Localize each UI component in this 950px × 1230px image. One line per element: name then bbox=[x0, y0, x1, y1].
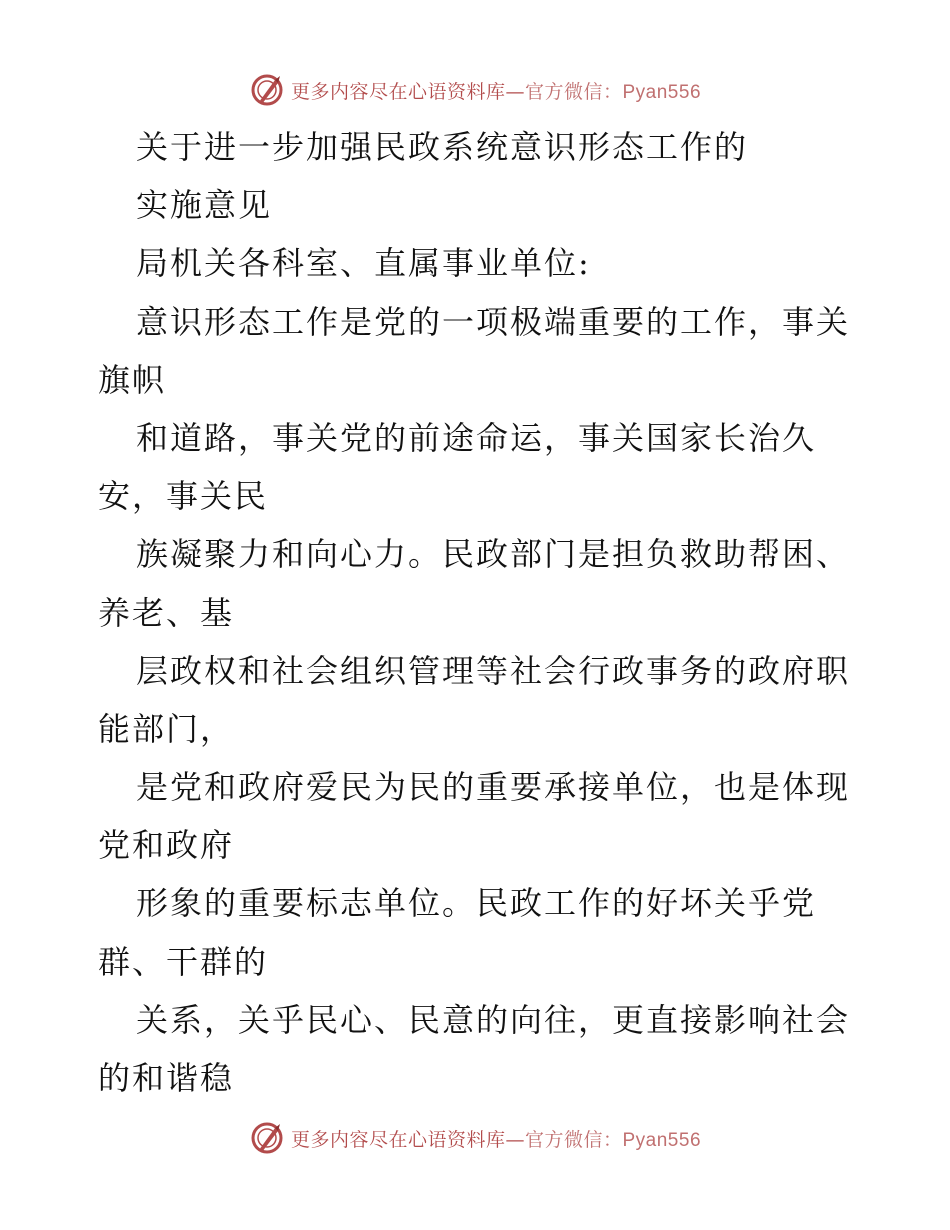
paragraph-line: 旗帜 bbox=[98, 360, 167, 399]
paragraph-line: 的和谐稳 bbox=[98, 1059, 235, 1097]
paragraph-line: 层政权和社会组织管理等社会行政事务的政府职 bbox=[136, 651, 851, 690]
paragraph-line: 是党和政府爱民为民的重要承接单位，也是体现 bbox=[136, 768, 851, 807]
quill-pen-logo-icon bbox=[249, 72, 285, 108]
footer-watermark-text: 更多内容尽在心语资料库—官方微信：Pyan556 bbox=[290, 1128, 702, 1151]
document-title-line-1: 关于进一步加强民政系统意识形态工作的 bbox=[136, 128, 749, 166]
footer-watermark-banner bbox=[0, 1118, 950, 1158]
paragraph-line: 群、干群的 bbox=[98, 942, 269, 981]
document-title-line-2: 实施意见 bbox=[136, 186, 273, 225]
paragraph-line: 能部门， bbox=[98, 709, 235, 748]
paragraph-line: 族凝聚力和向心力。民政部门是担负救助帮困、 bbox=[136, 535, 851, 574]
paragraph-line: 意识形态工作是党的一项极端重要的工作，事关 bbox=[136, 302, 851, 341]
paragraph-line: 关系，关乎民心、民意的向往，更直接影响社会 bbox=[136, 1000, 851, 1039]
paragraph-line: 养老、基 bbox=[98, 593, 235, 632]
salutation-line: 局机关各科室、直属事业单位: bbox=[136, 244, 591, 283]
paragraph-line: 和道路，事关党的前途命运，事关国家长治久 bbox=[136, 418, 817, 457]
paragraph-line: 安，事关民 bbox=[98, 477, 269, 516]
paragraph-line: 形象的重要标志单位。民政工作的好坏关乎党 bbox=[136, 884, 817, 923]
header-watermark-text: 更多内容尽在心语资料库—官方微信：Pyan556 bbox=[290, 80, 702, 103]
paragraph-line: 党和政府 bbox=[98, 826, 235, 865]
quill-pen-logo-icon bbox=[249, 1120, 285, 1156]
document-body bbox=[98, 118, 898, 1107]
header-watermark-banner bbox=[0, 70, 950, 110]
